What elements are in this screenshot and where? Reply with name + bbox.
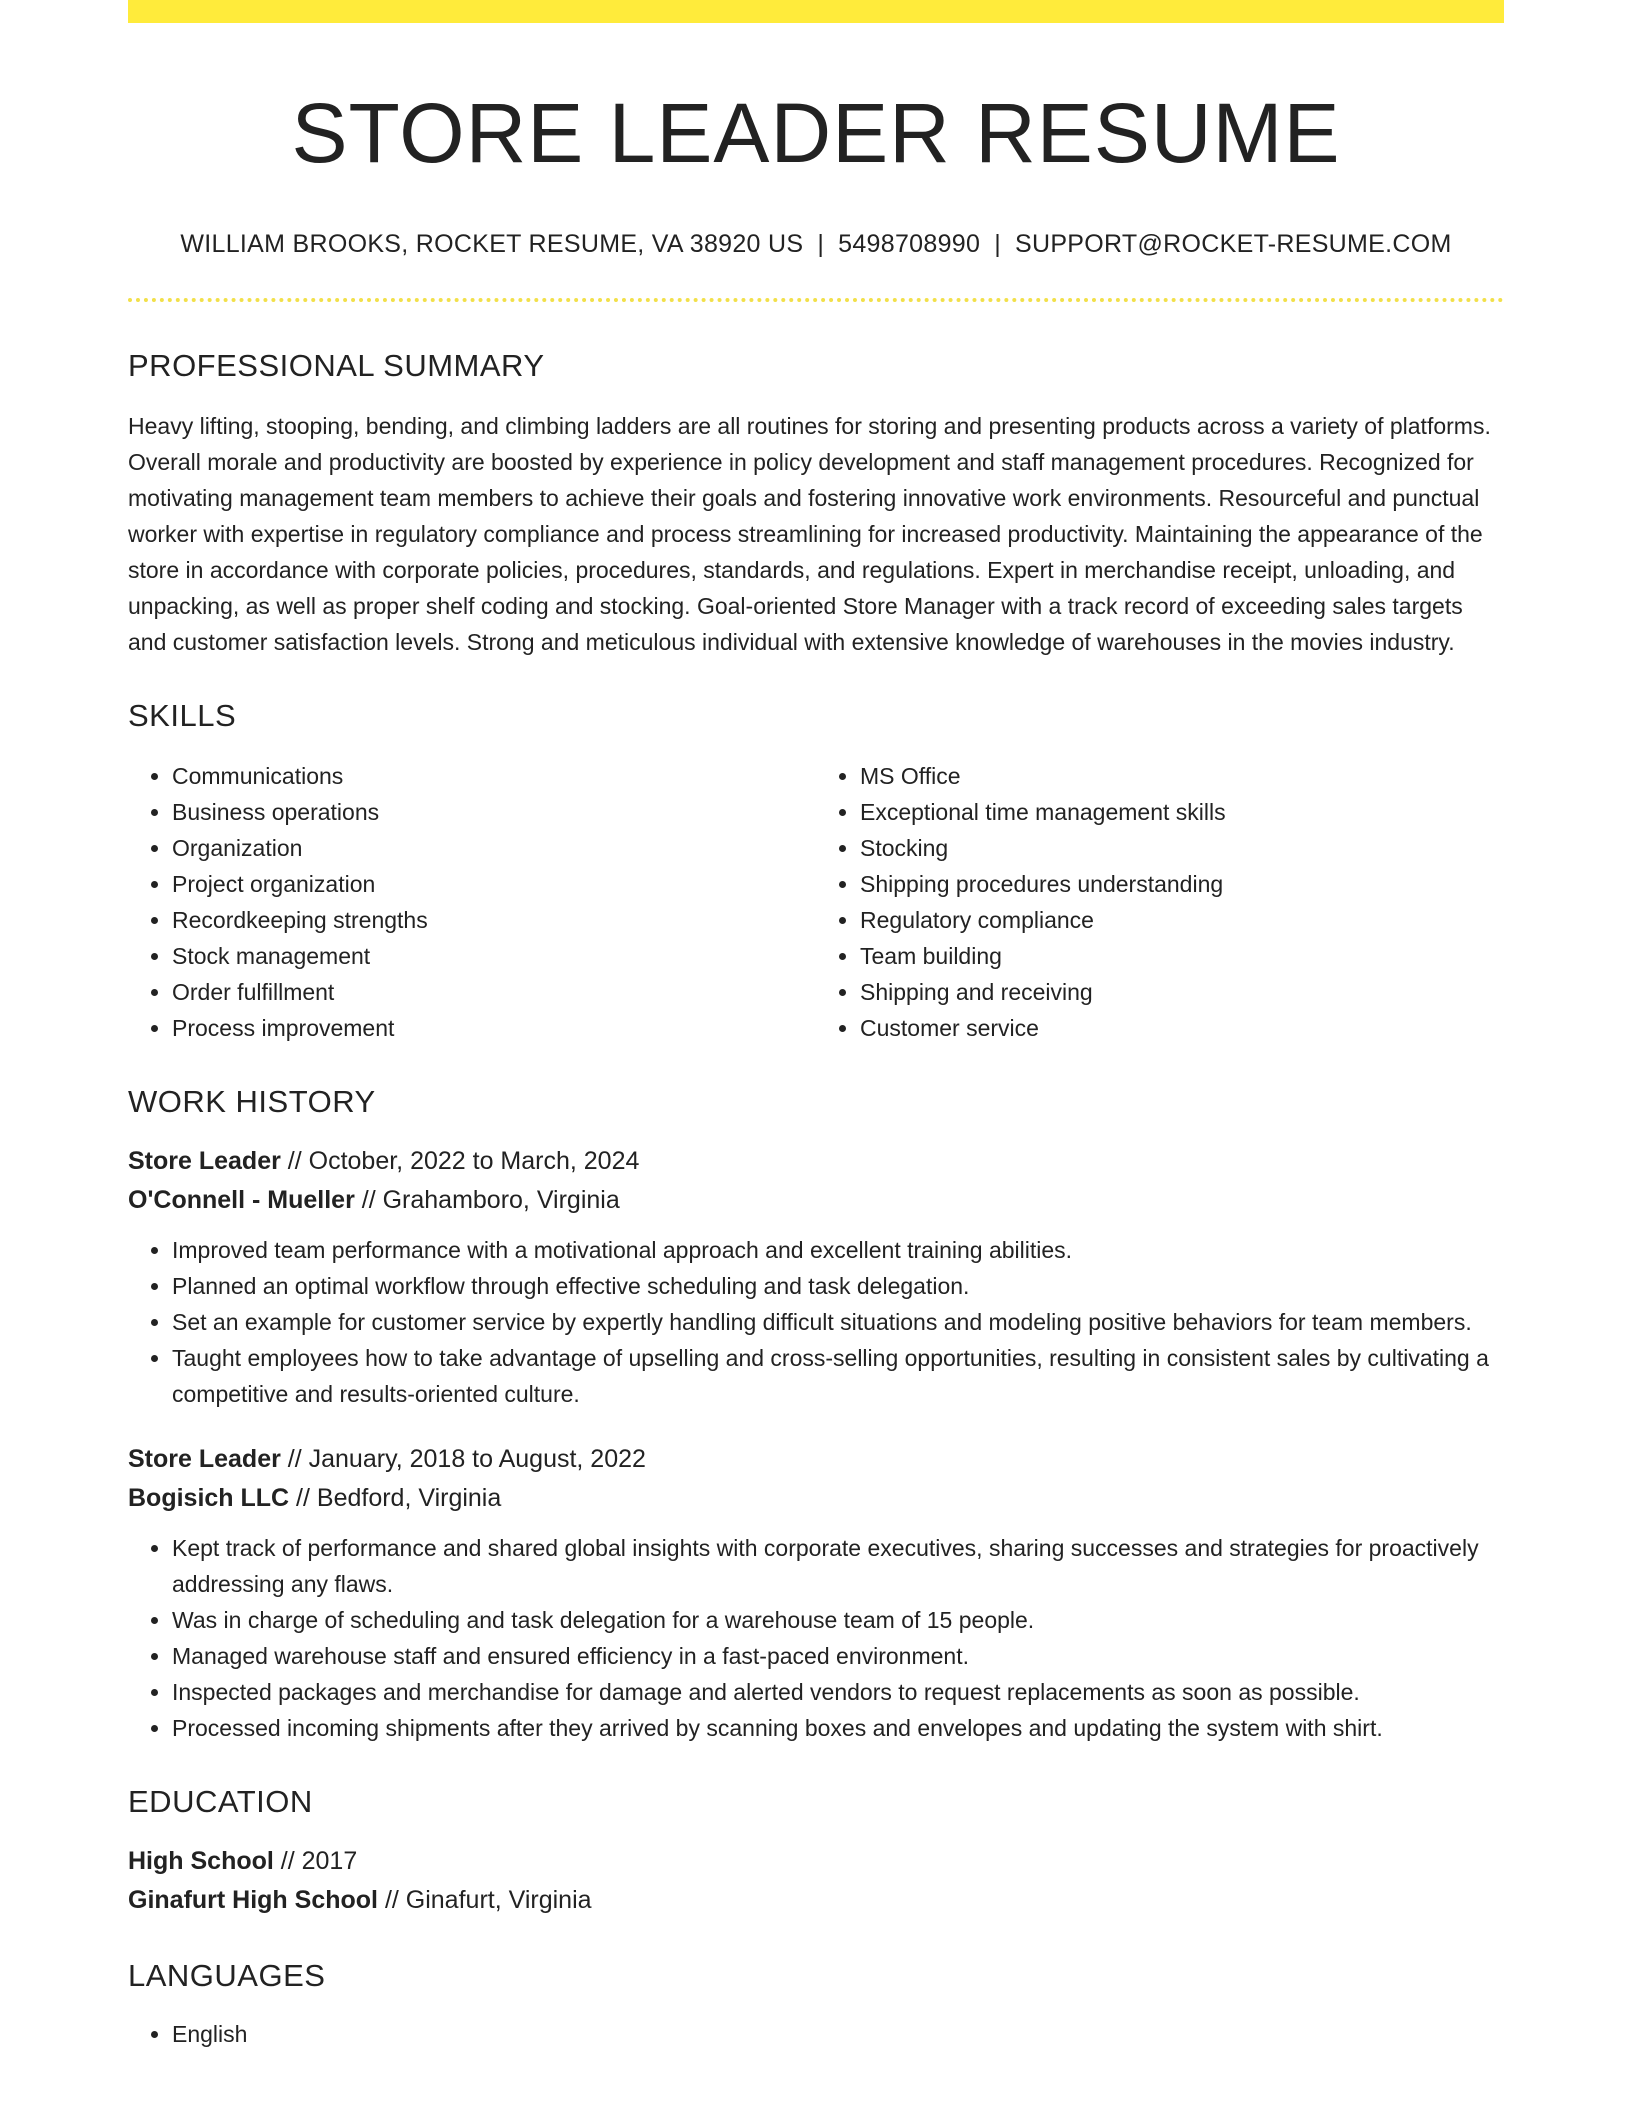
job-entry (128, 1142, 1504, 1412)
skill-item: • Order fulfillment (172, 974, 816, 1010)
skill-item: • Business operations (172, 794, 816, 830)
skill-item: • Recordkeeping strengths (172, 902, 816, 938)
skill-item: • Shipping and receiving (860, 974, 1504, 1010)
job-bullets (128, 1232, 1504, 1412)
education-section (128, 1784, 1504, 1920)
job-bullet: • Taught employees how to take advantage of upselling and cross-selling opportunities, resulting in consistent sales by cultivating a competitive and results-oriented culture. (172, 1340, 1504, 1412)
job-location: // Grahamboro, Virginia (354, 1185, 620, 1214)
job-company-line (128, 1181, 1504, 1220)
summary-text: Heavy lifting, stooping, bending, and climbing ladders are all routines for storing and presenting products across a variety of platforms. Overall morale and productivity are boosted by experience in policy development and staff management procedures. Recognized for motivating management team members to achieve their goals and fostering innovative work environments. Resourceful and punctual worker with expertise in regulatory compliance and process streamlining for increased productivity. Maintaining the appearance of the store in accordance with corporate policies, procedures, standards, and regulations. Expert in merchandise receipt, unloading, and unpacking, as well as proper shelf coding and stocking. Goal-oriented Store Manager with a track record of exceeding sales targets and customer satisfaction levels. Strong and meticulous individual with extensive knowledge of warehouses in the movies industry. (128, 412, 1491, 655)
job-company-line (128, 1479, 1504, 1518)
education-degree: High School (128, 1846, 274, 1875)
skill-item: • MS Office (860, 758, 1504, 794)
job-location: // Bedford, Virginia (289, 1483, 502, 1512)
work-history-heading: WORK HISTORY (128, 1083, 376, 1119)
job-bullet: • Kept track of performance and shared global insights with corporate executives, sharing successes and strategies for proactively addressing any flaws. (172, 1530, 1504, 1602)
job-bullet: • Set an example for customer service by expertly handling difficult situations and modeling positive behaviors for team members. (172, 1304, 1504, 1340)
job-dates: // January, 2018 to August, 2022 (280, 1444, 646, 1473)
contact-address: WILLIAM BROOKS, ROCKET RESUME, VA 38920 US (180, 229, 804, 258)
skill-item: • Communications (172, 758, 816, 794)
job-bullets (128, 1530, 1504, 1746)
contact-phone: 5498708990 (838, 229, 981, 258)
job-dates: // October, 2022 to March, 2024 (280, 1146, 640, 1175)
contact-email: SUPPORT@ROCKET-RESUME.COM (1014, 229, 1452, 258)
job-bullet: • Was in charge of scheduling and task delegation for a warehouse team of 15 people. (172, 1602, 1504, 1638)
skill-item: • Team building (860, 938, 1504, 974)
summary-heading: PROFESSIONAL SUMMARY (128, 347, 545, 383)
languages-list (128, 2016, 1504, 2052)
accent-bar (128, 0, 1504, 23)
skill-item: • Exceptional time management skills (860, 794, 1504, 830)
job-company: Bogisich LLC (128, 1483, 290, 1512)
language-item: • English (172, 2016, 1504, 2052)
job-bullet: • Improved team performance with a motivational approach and excellent training abilities. (172, 1232, 1504, 1268)
skill-item: • Process improvement (172, 1010, 816, 1046)
job-title-line (128, 1142, 1504, 1181)
skill-item: • Stocking (860, 830, 1504, 866)
job-entry (128, 1440, 1504, 1746)
skill-item: • Shipping procedures understanding (860, 866, 1504, 902)
contact-separator: | (994, 229, 1001, 258)
job-title: Store Leader (128, 1444, 281, 1473)
job-bullet: • Inspected packages and merchandise for damage and alerted vendors to request replacements as soon as possible. (172, 1674, 1504, 1710)
contact-separator: | (817, 229, 825, 258)
languages-heading: LANGUAGES (128, 1957, 326, 1993)
job-bullet: • Processed incoming shipments after they arrived by scanning boxes and envelopes and updating the system with shirt. (172, 1710, 1504, 1746)
skills-heading: SKILLS (128, 697, 237, 733)
skill-item: • Project organization (172, 866, 816, 902)
skill-item: • Organization (172, 830, 816, 866)
contact-line (128, 230, 1504, 259)
education-year: // 2017 (273, 1846, 358, 1875)
dotted-divider (128, 298, 1504, 302)
resume-page (128, 0, 1504, 2052)
skill-item: • Regulatory compliance (860, 902, 1504, 938)
education-degree-line (128, 1842, 1504, 1881)
skills-list-left (128, 758, 816, 1046)
job-title-line (128, 1440, 1504, 1479)
skills-columns (128, 758, 1504, 1046)
job-bullet: • Planned an optimal workflow through effective scheduling and task delegation. (172, 1268, 1504, 1304)
summary-section (128, 348, 1504, 660)
education-heading: EDUCATION (128, 1783, 313, 1819)
languages-section (128, 1958, 1504, 2052)
education-school-line (128, 1881, 1504, 1920)
job-bullet: • Managed warehouse staff and ensured efficiency in a fast-paced environment. (172, 1638, 1504, 1674)
skill-item: • Customer service (860, 1010, 1504, 1046)
education-location: // Ginafurt, Virginia (378, 1885, 592, 1914)
resume-title: STORE LEADER RESUME (291, 86, 1341, 180)
skill-item: • Stock management (172, 938, 816, 974)
skills-list-right (816, 758, 1504, 1046)
job-title: Store Leader (128, 1146, 281, 1175)
education-school: Ginafurt High School (128, 1885, 378, 1914)
skills-section (128, 698, 1504, 1046)
work-history-section (128, 1084, 1504, 1746)
job-company: O'Connell - Mueller (128, 1185, 355, 1214)
